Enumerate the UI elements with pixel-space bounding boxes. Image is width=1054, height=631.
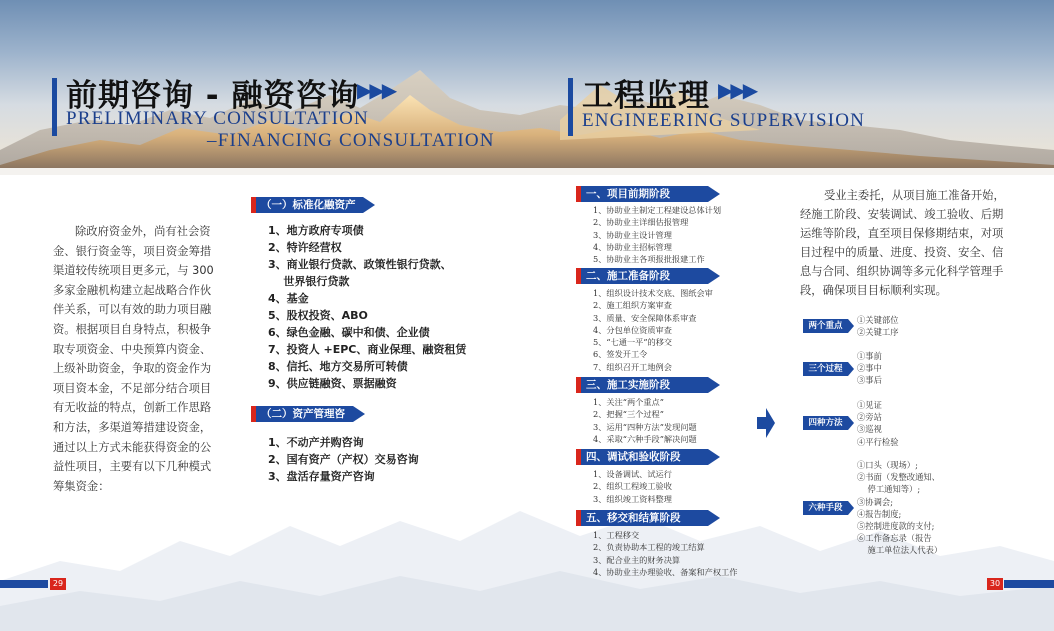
- tag-items: [857, 350, 882, 387]
- phase-items: [593, 287, 713, 373]
- phase-items: [593, 396, 697, 445]
- list-item: ③巡视: [857, 424, 882, 435]
- list-item: 7、投资人 +EPC、商业保理、融资租赁: [268, 343, 467, 356]
- list-item: ⑤控制进度款的支付;: [857, 521, 935, 532]
- list-item: 1、工程移交: [593, 530, 640, 540]
- intro-line: 益性项目，主要有以下几种模式: [53, 460, 212, 474]
- list-item: 7、组织召开工地例会: [593, 361, 672, 372]
- intro-line: 金、银行资金等，项目资金筹措: [53, 244, 212, 258]
- list-item: 4、协助业主办理验收、备案和产权工作: [593, 566, 738, 577]
- intro-line: 伴关系，可以有效的助力项目融: [53, 303, 212, 317]
- list-item: 1、组织设计技术交底、图纸会审: [593, 288, 713, 298]
- tag-items: [857, 314, 899, 338]
- tag-items: [857, 399, 899, 448]
- list-item: 3、商业银行贷款、政策性银行贷款、: [268, 258, 452, 271]
- asset-management-list: [268, 434, 419, 485]
- header-accent-bar: [568, 78, 573, 136]
- list-item: 3、运用“四种方法”发现问题: [593, 421, 697, 432]
- intro-line: 目过程中的质量、进度、投资、安全、信: [800, 246, 1004, 259]
- phase-items: [593, 468, 672, 505]
- tag-four-methods: 四种方法: [803, 416, 848, 430]
- list-item: 2、特许经营权: [268, 241, 342, 254]
- phase-heading: 一、项目前期阶段: [576, 186, 708, 202]
- list-item: 2、组织工程竣工验收: [593, 481, 672, 492]
- phase-heading: 五、移交和结算阶段: [576, 510, 708, 526]
- list-item: 4、采取“六种手段”解决问题: [593, 433, 697, 444]
- financing-products-list: [268, 222, 466, 392]
- intro-line: 项目资本金，不足部分结合项目: [53, 381, 212, 395]
- intro-line: 除政府资金外，尚有社会资: [75, 225, 211, 238]
- list-item: ④平行检验: [857, 436, 899, 447]
- intro-line: 筹集资金：: [53, 479, 110, 493]
- right-page-title: 工程监理: [582, 78, 710, 114]
- list-item: ①关键部位: [857, 315, 899, 325]
- list-item: 2、把握“三个过程”: [593, 409, 664, 420]
- list-item: ②书面（发整改通知、: [857, 472, 940, 483]
- list-item: ②事中: [857, 363, 882, 374]
- intro-line: 运维等阶段，直至项目保修期结束，对项: [800, 227, 1004, 240]
- intro-line: 通过以上方式未能获得资金的公: [53, 440, 212, 454]
- footer-bar-left: [0, 580, 48, 588]
- list-item: 5、“七通一平”的移交: [593, 337, 673, 348]
- page-number-left: 29: [50, 578, 66, 590]
- left-header: [52, 74, 495, 154]
- list-item: ④报告制度;: [857, 508, 902, 519]
- intro-line: 渠道较传统项目更多元，与 300: [53, 264, 214, 278]
- list-item: 世界银行贷款: [268, 275, 350, 288]
- list-item: 3、协助业主设计管理: [593, 229, 672, 240]
- list-item: 1、协助业主制定工程建设总体计划: [593, 205, 722, 215]
- phase-heading: 二、施工准备阶段: [576, 268, 708, 284]
- intro-line: 取专项资金、中央预算内资金、: [53, 342, 212, 356]
- list-item: ②关键工序: [857, 327, 899, 338]
- intro-line: 受业主委托，从项目施工准备开始，: [824, 189, 1005, 202]
- list-item: 9、供应链融资、票据融资: [268, 377, 397, 390]
- list-item: 3、配合业主的财务决算: [593, 554, 681, 565]
- intro-line: 有无收益的特点，创新工作思路: [53, 401, 212, 415]
- header-accent-bar: [52, 78, 57, 136]
- intro-line: 上级补助资金，争取的资金作为: [53, 362, 212, 376]
- left-english-title-line1: PRELIMINARY CONSULTATION: [66, 108, 369, 129]
- intro-line: 多家金融机构建立起战略合作伙: [53, 283, 212, 297]
- list-item: 施工单位法人代表）: [857, 545, 943, 556]
- list-item: 2、协助业主详细估报管理: [593, 217, 689, 228]
- list-item: ③协调会;: [857, 496, 893, 507]
- phase-items: [593, 204, 721, 265]
- list-item: 5、协助业主各项报批报建工作: [593, 254, 705, 265]
- page-number-right: 30: [987, 578, 1003, 590]
- intro-line: 息与合同、组织协调等多元化科学管理手: [800, 265, 1004, 278]
- triple-arrow-icon: ▶▶▶: [357, 78, 395, 102]
- tag-six-means: 六种手段: [803, 501, 848, 515]
- list-item: ①见证: [857, 400, 882, 410]
- tag-three-processes: 三个过程: [803, 362, 848, 376]
- section-heading-financing-products: （一）标准化融资产品: [251, 197, 363, 213]
- tag-two-key-points: 两个重点: [803, 319, 848, 333]
- intro-line: 段，确保项目目标顺利实现。: [800, 284, 947, 297]
- list-item: 3、质量、安全保障体系审查: [593, 312, 697, 323]
- intro-line: 经施工阶段、安装调试、竣工验收、后期: [800, 208, 1004, 221]
- phase-heading: 三、施工实施阶段: [576, 377, 708, 393]
- list-item: 3、盘活存量资产咨询: [268, 470, 375, 483]
- list-item: ②旁站: [857, 412, 882, 423]
- list-item: 5、股权投资、ABO: [268, 309, 368, 322]
- list-item: 4、基金: [268, 292, 309, 305]
- left-english-title-line2: –FINANCING CONSULTATION: [207, 130, 495, 151]
- list-item: 4、分包单位资质审查: [593, 324, 672, 335]
- right-english-title: ENGINEERING SUPERVISION: [582, 110, 866, 131]
- phase-heading: 四、调试和验收阶段: [576, 449, 708, 465]
- list-item: 1、设备调试、试运行: [593, 469, 672, 479]
- right-header: [568, 74, 898, 134]
- phase-items: [593, 529, 737, 578]
- list-item: ③事后: [857, 375, 882, 386]
- list-item: 2、负责协助本工程的竣工结算: [593, 542, 705, 553]
- footer-bar-right: [1004, 580, 1054, 588]
- list-item: 6、签发开工令: [593, 349, 648, 360]
- list-item: 停工通知等）;: [857, 484, 921, 495]
- list-item: 2、国有资产（产权）交易咨询: [268, 453, 419, 466]
- list-item: 8、信托、地方交易所可转债: [268, 360, 408, 373]
- supervision-intro-paragraph: [800, 186, 1015, 300]
- list-item: ⑥工作备忘录（报告: [857, 533, 932, 544]
- financing-intro-paragraph: [53, 222, 215, 496]
- triple-arrow-icon: ▶▶▶: [718, 78, 756, 102]
- intro-line: 资。根据项目自身特点，积极争: [53, 322, 212, 336]
- list-item: ①事前: [857, 351, 882, 361]
- list-item: 4、协助业主招标管理: [593, 241, 672, 252]
- list-item: 1、关注“两个重点”: [593, 397, 664, 407]
- intro-line: 和方法，多渠道筹措建设资金，: [53, 420, 212, 434]
- list-item: ①口头（现场）;: [857, 460, 918, 470]
- tag-items: [857, 459, 942, 557]
- section-heading-asset-management: （二）资产管理咨询: [251, 406, 353, 422]
- list-item: 3、组织竣工资料整理: [593, 493, 672, 504]
- list-item: 2、施工组织方案审查: [593, 300, 672, 311]
- list-item: 1、地方政府专项债: [268, 224, 364, 237]
- right-arrow-icon: [757, 408, 775, 438]
- list-item: 6、绿色金融、碳中和债、企业债: [268, 326, 430, 339]
- left-page-title: 前期咨询 - 融资咨询: [66, 78, 360, 114]
- list-item: 1、不动产并购咨询: [268, 436, 364, 449]
